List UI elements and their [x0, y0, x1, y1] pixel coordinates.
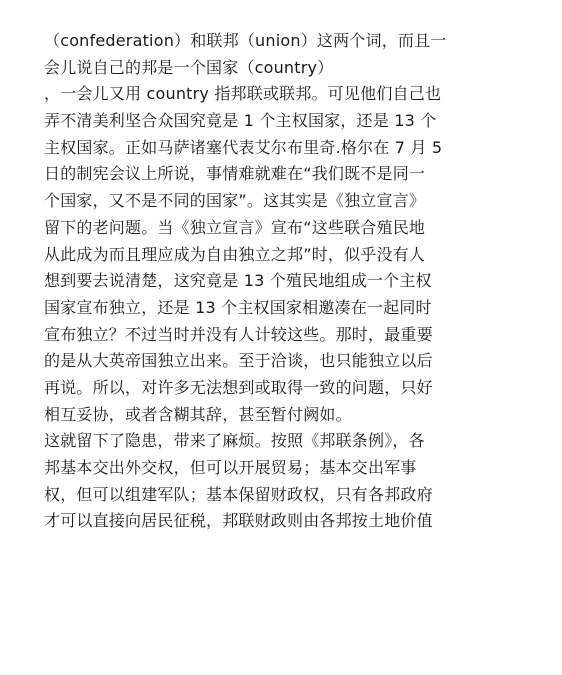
body-text — [44, 28, 524, 535]
text-line: 个国家，又不是不同的国家”。这其实是《独立宣言》 — [44, 191, 426, 211]
text-line: 留下的老问题。当《独立宣言》宣布“这些联合殖民地 — [44, 217, 426, 237]
text-line: 从此成为而且理应成为自由独立之邦”时，似乎没有人 — [44, 244, 426, 264]
text-line: 想到要去说清楚，这究竟是 13 个殖民地组成一个主权 — [44, 271, 432, 291]
text-line: 会儿说自己的邦是一个国家（country） — [44, 57, 334, 77]
text-line: 国家宣布独立，还是 13 个主权国家相邀凑在一起同时 — [44, 297, 432, 317]
text-line: 再说。所以，对许多无法想到或取得一致的问题，只好 — [44, 377, 433, 397]
text-line: 宣布独立？不过当时并没有人计较这些。那时，最重要 — [44, 324, 433, 344]
text-line: 相互妥协，或者含糊其辞，甚至暂付阙如。 — [44, 404, 352, 424]
text-line: 才可以直接向居民征税，邦联财政则由各邦按土地价值 — [44, 511, 433, 531]
text-line: 邦基本交出外交权，但可以开展贸易；基本交出军事 — [44, 458, 417, 477]
text-line: 这就留下了隐患，带来了麻烦。按照《邦联条例》，各 — [44, 431, 425, 451]
text-line: 日的制宪会议上所说，事情难就难在“我们既不是同一 — [44, 164, 426, 184]
text-line: ，一会儿又用 country 指邦联或联邦。可见他们自己也 — [44, 84, 442, 104]
text-line: 权，但可以组建军队；基本保留财政权，只有各邦政府 — [44, 484, 433, 504]
text-line: 弄不清美利坚合众国究竟是 1 个主权国家，还是 13 个 — [44, 111, 437, 131]
text-line: 主权国家。正如马萨诸塞代表艾尔布里奇.格尔在 7 月 5 — [44, 137, 443, 157]
text-line: （confederation）和联邦（union）这两个词，而且一 — [44, 31, 447, 50]
text-line: 的是从大英帝国独立出来。至于洽谈，也只能独立以后 — [44, 351, 433, 371]
